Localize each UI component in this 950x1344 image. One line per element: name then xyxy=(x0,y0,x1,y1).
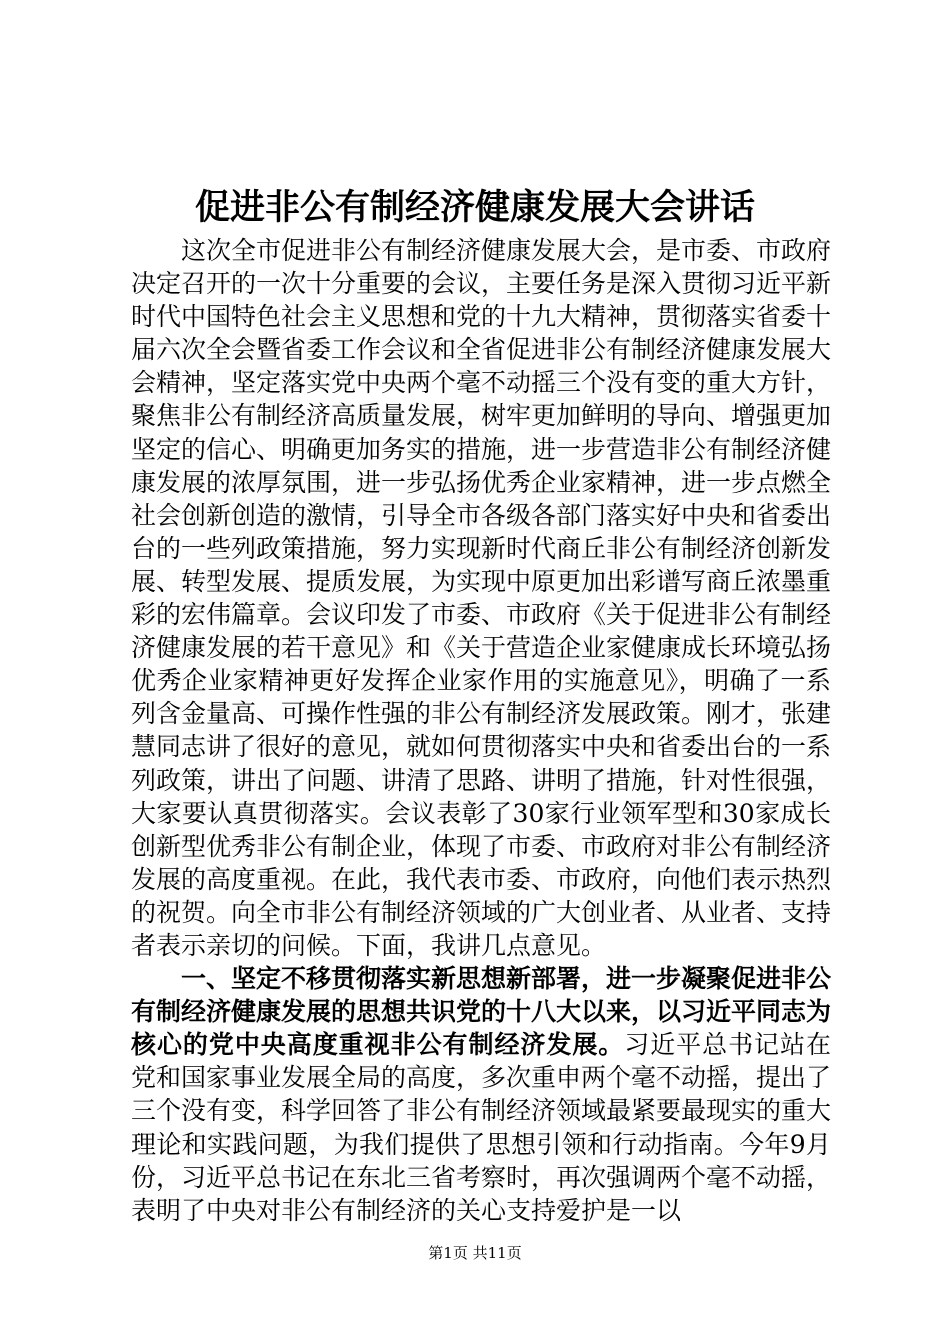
page-footer: 第1页 共11页 xyxy=(428,1244,522,1262)
paragraph-section-one xyxy=(131,962,831,1227)
paragraph-intro xyxy=(131,234,831,962)
document-body xyxy=(131,234,831,1227)
paragraph-text: 这次全市促进非公有制经济健康发展大会，是市委、市政府决定召开的一次十分重要的会议，主要任务是深入贯彻习近平新时代中国特色社会主义思想和党的十九大精神，贯彻落实省委十届六次全会暨省委工作会议和全省促进非公有制经济健康发展大会精神，坚定落实党中央两个毫不动摇三个没有变的重大方针，聚焦非公有制经济高质量发展，树牢更加鲜明的导向、增强更加坚定的信心、明确更加务实的措施，进一步营造非公有制经济健康发展的浓厚氛围，进一步弘扬优秀企业家精神，进一步点燃全社会创新创造的激情，引导全市各级各部门落实好中央和省委出台的一些列政策措施，努力实现新时代商丘非公有制经济创新发展、转型发展、提质发展，为实现中原更加出彩谱写商丘浓墨重彩的宏伟篇章。会议印发了市委、市政府《关于促进非公有制经济健康发展的若干意见》和《关于营造企业家健康成长环境弘扬优秀企业家精神更好发挥企业家作用的实施意见》，明确了一系列含金量高、可操作性强的非公有制经济发展政策。刚才，张建慧同志讲了很好的意见，就如何贯彻落实中央和省委出台的一系列政策，讲出了问题、讲清了思路、讲明了措施，针对性很强，大家要认真贯彻落实。会议表彰了30家行业领军型和30家成长创新型优秀非公有制企业，体现了市委、市政府对非公有制经济发展的高度重视。在此，我代表市委、市政府，向他们表示热烈的祝贺。向全市非公有制经济领域的广大创业者、从业者、支持者表示亲切的问候。下面，我讲几点意见。 xyxy=(131,236,832,960)
section-heading: 一、坚定不移贯彻落实新思想新部署，进一步凝聚促进非公有制经济健康发展的思想共识党的十八大以来，以习近平同志为核心的党中央高度重视非公有制经济发展。 xyxy=(131,964,832,1060)
paragraph-text: 习近平总书记站在党和国家事业发展全局的高度，多次重申两个毫不动摇，提出了三个没有变，科学回答了非公有制经济领域最紧要最现实的重大理论和实践问题，为我们提供了思想引领和行动指南。今年9月份，习近平总书记在东北三省考察时，再次强调两个毫不动摇，表明了中央对非公有制经济的关心支持爱护是一以 xyxy=(131,1030,832,1225)
document-title: 促进非公有制经济健康发展大会讲话 xyxy=(194,188,755,228)
